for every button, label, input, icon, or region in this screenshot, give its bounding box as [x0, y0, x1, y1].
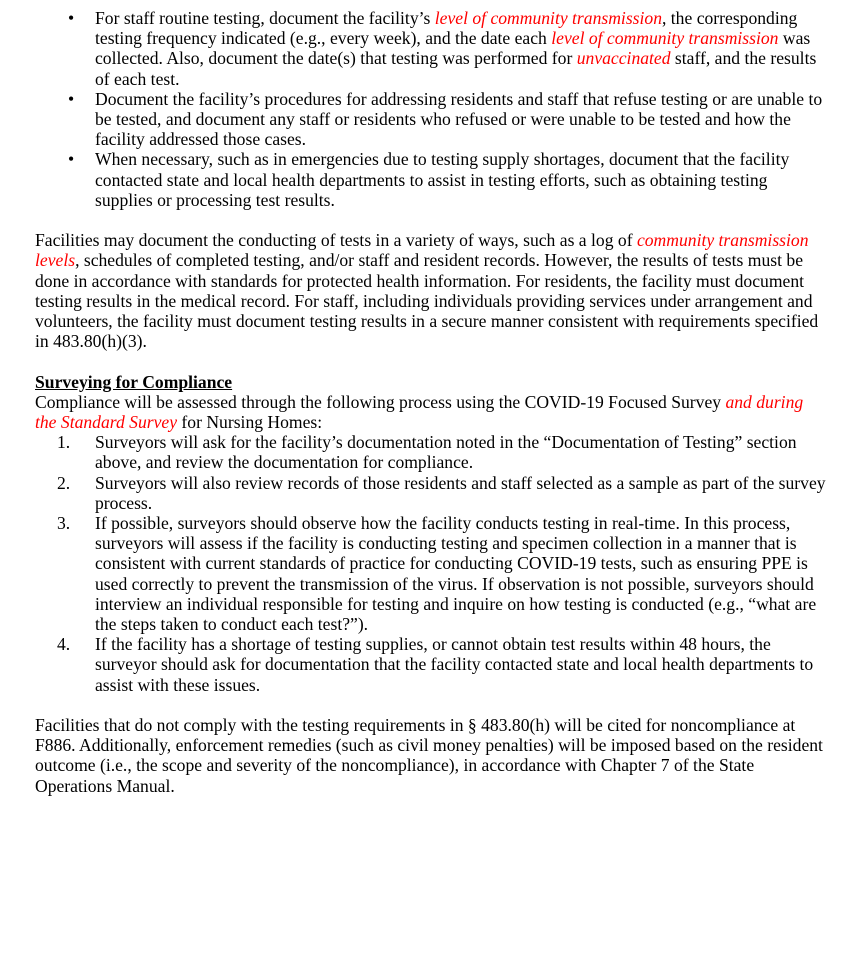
- bullet-item-text: [95, 89, 822, 149]
- bullet-item-text: [95, 8, 816, 89]
- text-run: for Nursing Homes:: [177, 412, 323, 433]
- list-number-marker: 3.: [57, 513, 71, 534]
- step-4-shortage-documentation: [35, 634, 826, 695]
- list-item-text: [95, 513, 816, 634]
- compliance-steps-list: [35, 432, 826, 695]
- documentation-methods-paragraph: [35, 230, 826, 351]
- text-run: When necessary, such as in emergencies due to testing supply shortages, document that the facility contacted state and local health departments to assist in testing efforts, such as obtaining testing supplies or processing test results.: [95, 149, 790, 210]
- bullet-marker-icon: •: [68, 88, 75, 109]
- paragraph-spacer-1: [35, 210, 826, 230]
- bullet-item-text: [95, 149, 789, 209]
- emphasis-red-italic: community transmission levels: [35, 230, 809, 271]
- emphasis-red-italic: unvaccinated: [576, 48, 671, 69]
- text-run: Surveyors will also review records of those residents and staff selected as a sample as part of the survey process.: [95, 472, 826, 513]
- text-run: If possible, surveyors should observe how the facility conducts testing in real-time. In this process, surveyors will assess if the facility is conducting testing and specimen collection in a manner that is consistent with current standards of practice for conducting COVID-19 tests, such as ensuring PPE is used correctly to prevent the transmission of the virus. If observation is not possible, surveyors should interview an individual responsible for testing and inquire on how testing is conducted (e.g., “what are the steps taken to conduct each test?”).: [95, 513, 817, 635]
- text-run: Surveyors will ask for the facility’s documentation noted in the “Documentation of Testing” section above, and review the documentation for compliance.: [95, 432, 797, 473]
- list-item-text: [95, 473, 826, 513]
- step-1-request-documentation: [35, 432, 826, 472]
- enforcement-paragraph: [35, 715, 826, 796]
- step-3-observe-testing: [35, 513, 826, 634]
- paragraph-spacer-3: [35, 695, 826, 715]
- text-run: Compliance will be assessed through the following process using the COVID-19 Focused Survey: [35, 391, 726, 412]
- list-number-marker: 2.: [57, 472, 71, 493]
- list-number-marker: 4.: [57, 634, 71, 655]
- text-run: Document the facility’s procedures for addressing residents and staff that refuse testing or are unable to be tested, and document any staff or residents who refused or were unable to be tested and how the facility addressed those cases.: [95, 88, 823, 150]
- list-number-marker: 1.: [57, 432, 71, 453]
- emphasis-red-italic: and during the Standard Survey: [35, 391, 804, 433]
- text-run: staff, and the results of each test.: [95, 48, 817, 89]
- bullet-marker-icon: •: [68, 8, 75, 28]
- list-item-text: [95, 634, 813, 694]
- text-run: Facilities that do not comply with the testing requirements in § 483.80(h) will be cited for noncompliance at F886. Additionally, enforcement remedies (such as civil money penalties) will be imposed based on the resident outcome (i.e., the scope and severity of the noncompliance), in accordance with Chapter 7 of the State Operations Manual.: [35, 715, 823, 796]
- compliance-intro-paragraph: [35, 392, 826, 432]
- step-2-review-sample-records: [35, 473, 826, 513]
- text-run: If the facility has a shortage of testing supplies, or cannot obtain test results within 48 hours, the surveyor should ask for documentation that the facility contacted state and local health departments to assist with these issues.: [95, 634, 814, 695]
- surveying-heading-row: [35, 372, 826, 392]
- bullet-staff-routine-testing: [35, 8, 826, 89]
- list-item-text: [95, 432, 797, 472]
- emphasis-red-italic: level of community transmission: [434, 8, 662, 28]
- text-run: was collected. Also, document the date(s) that testing was performed for: [95, 28, 811, 69]
- text-run: Facilities may document the conducting of tests in a variety of ways, such as a log of: [35, 230, 637, 251]
- paragraph-spacer-2: [35, 351, 826, 371]
- documentation-bullet-list: [35, 8, 826, 210]
- text-run: , schedules of completed testing, and/or staff and resident records. However, the results of tests must be done in accordance with standards for protected health information. For residents, the facility must document testing results in the medical record. For staff, including individuals providing services under arrangement and volunteers, the facility must document testing results in a secure manner consistent with requirements specified in 483.80(h)(3).: [35, 250, 819, 352]
- bullet-supply-shortages: [35, 149, 826, 210]
- emphasis-red-italic: level of community transmission: [551, 28, 779, 49]
- document-body: [35, 8, 826, 796]
- text-run: , the corresponding testing frequency indicated (e.g., every week), and the date each: [95, 8, 798, 49]
- section-heading-surveying-for-compliance: Surveying for Compliance: [35, 371, 233, 392]
- bullet-refusal-procedures: [35, 89, 826, 150]
- text-run: For staff routine testing, document the facility’s: [95, 8, 435, 28]
- bullet-marker-icon: •: [68, 149, 75, 170]
